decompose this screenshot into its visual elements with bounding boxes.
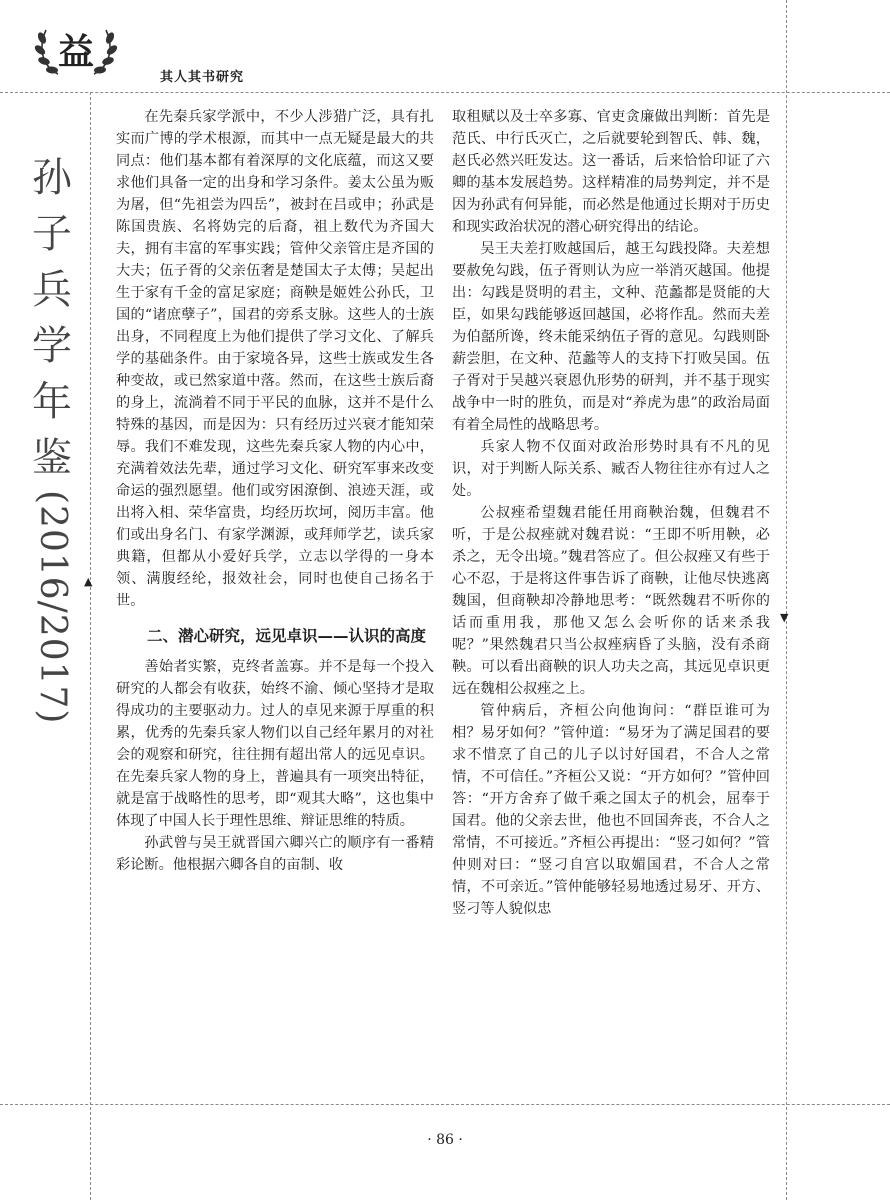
section-heading: 二、潜心研究，远见卓识——认识的高度 <box>147 627 427 645</box>
body-column-right <box>452 106 770 920</box>
page-number: · 86 · <box>427 1132 463 1148</box>
paragraph: 兵家人物不仅面对政治形势时具有不凡的见识，对于判断人际关系、臧否人物往往亦有过人之处。 <box>452 439 770 499</box>
yearbook-title <box>24 150 80 724</box>
title-year: (2016/2017) <box>32 490 73 725</box>
paragraph: 善始者实繁，克终者盖寡。并不是每一个投入研究的人都会有收获，始终不渝、倾心坚持才是取得成功的主要驱动力。过人的卓见来源于厚重的积累，优秀的先秦兵家人物们以自己经年累月的对社会的观察和研究，往往拥有超出常人的远见卓识。在先秦兵家人物的身上，普遍具有一项突出特征，就是富于战略性的思考，即“观其大略”，这也集中体现了中国人长于理性思维、辩证思维的特质。 <box>116 659 434 829</box>
paragraph: 公叔痤希望魏君能任用商鞅治魏，但魏君不听，于是公叔痤就对魏君说：“王即不听用鞅，必杀之，无令出境。”魏君答应了。但公叔痤又有些于心不忍，于是将这件事告诉了商鞅，让他尽快逃离魏国，但商鞅却冷静地思考：“既然魏君不听你的话而重用我，那他又怎么会听你的话来杀我呢？”果然魏君只当公叔痤病昏了头脑，没有杀商鞅。可以看出商鞅的识人功夫之高，其远见卓识更远在魏相公叔痤之上。 <box>452 505 770 697</box>
journal-emblem-logo <box>28 20 124 80</box>
title-char: 年 <box>32 379 72 425</box>
title-char: 子 <box>32 211 72 257</box>
paragraph: 管仲病后，齐桓公向他询问：“群臣谁可为相？易牙如何？”管仲道：“易牙为了满足国君的要求不惜烹了自己的儿子以讨好国君，不合人之常情，不可信任。”齐桓公又说：“开方如何？”管仲回答：“开方舍弃了做千乘之国太子的机会，屈奉于国君。他的父亲去世，他也不回国奔丧，不合人之常情，不可接近。”齐桓公再提出：“竖刁如何？”管仲则对曰：“竖刁自宫以取媚国君，不合人之常情，不可亲近。”管仲能够轻易地透过易牙、开方、竖刁等人貌似忠 <box>452 703 770 917</box>
title-char: 兵 <box>32 267 72 313</box>
footer-divider <box>0 1104 890 1105</box>
paragraph: 取租赋以及士卒多寡、官吏贪廉做出判断：首先是范氏、中行氏灭亡，之后就要轮到智氏、韩、魏，赵氏必然兴旺发达。这一番话，后来恰恰印证了六卿的基本发展趋势。这样精准的局势判定，并不是因为孙武有何异能，而必然是他通过长期对于历史和现实政治状况的潜心研究得出的结论。 <box>452 109 770 235</box>
title-char: 孙 <box>32 155 72 201</box>
paragraph: 吴王夫差打败越国后，越王勾践投降。夫差想要赦免勾践，伍子胥则认为应一举消灭越国。他提出：勾践是贤明的君主，文种、范蠡都是贤能的大臣，如果勾践能够返回越国，必将作乱。然而夫差为伯嚭所谗，终未能采纳伍子胥的意见。勾践则卧薪尝胆，在文种、范蠡等人的支持下打败吴国。伍子胥对于吴越兴衰恩仇形势的研判，并不基于现实战争中一时的胜负，而是对“养虎为患”的政治局面有着全局性的战略思考。 <box>452 241 770 433</box>
left-margin-line <box>90 92 91 1200</box>
header-divider <box>0 92 890 93</box>
section-name: 其人其书研究 <box>160 70 245 85</box>
title-char: 鉴 <box>32 435 72 481</box>
emblem-glyph: 益 <box>57 32 95 73</box>
right-margin-line <box>786 0 787 1200</box>
body-column-left <box>116 106 434 876</box>
title-char: 学 <box>32 323 72 369</box>
paragraph: 在先秦兵家学派中，不少人涉猎广泛，具有扎实而广博的学术根源，而其中一点无疑是最大的共同点：他们基本都有着深厚的文化底蕴，而这又要求他们具备一定的出身和学习条件。姜太公虽为贩为屠，但“先祖尝为四岳”，被封在吕或申；孙武是陈国贵族、名将妫完的后裔，祖上数代为齐国大夫，拥有丰富的军事实践；管仲父亲管庄是齐国的大夫；伍子胥的父亲伍奢是楚国太子太傅；吴起出生于家有千金的富足家庭；商鞅是姬姓公孙氏，卫国的“诸庶孽子”，国君的旁系支脉。这些人的士族出身，不同程度上为他们提供了学习文化、了解兵学的基础条件。由于家境各异，这些士族或发生各种变故，或已然家道中落。然而，在这些士族后裔的身上，流淌着不同于平民的血脉，这并不是什么特殊的基因，而是因为：只有经历过兴衰才能知荣辱。我们不难发现，这些先秦兵家人物的内心中，充满着效法先辈，通过学习文化、研究军事来改变命运的强烈愿望。他们或穷困潦倒、浪迹天涯，或出将入相、荣华富贵，均经历坎坷，阅历丰富。他们或出身名门、有家学渊源，或拜师学艺，读兵家典籍，但都从小爱好兵学，立志以学得的一身本领、满腹经纶，报效社会，同时也使自己扬名于世。 <box>116 109 434 609</box>
up-triangle-icon: ▲ <box>84 575 93 588</box>
down-triangle-icon: ▼ <box>780 611 789 624</box>
paragraph: 孙武曾与吴王就晋国六卿兴亡的顺序有一番精彩论断。他根据六卿各自的亩制、收 <box>116 835 434 873</box>
